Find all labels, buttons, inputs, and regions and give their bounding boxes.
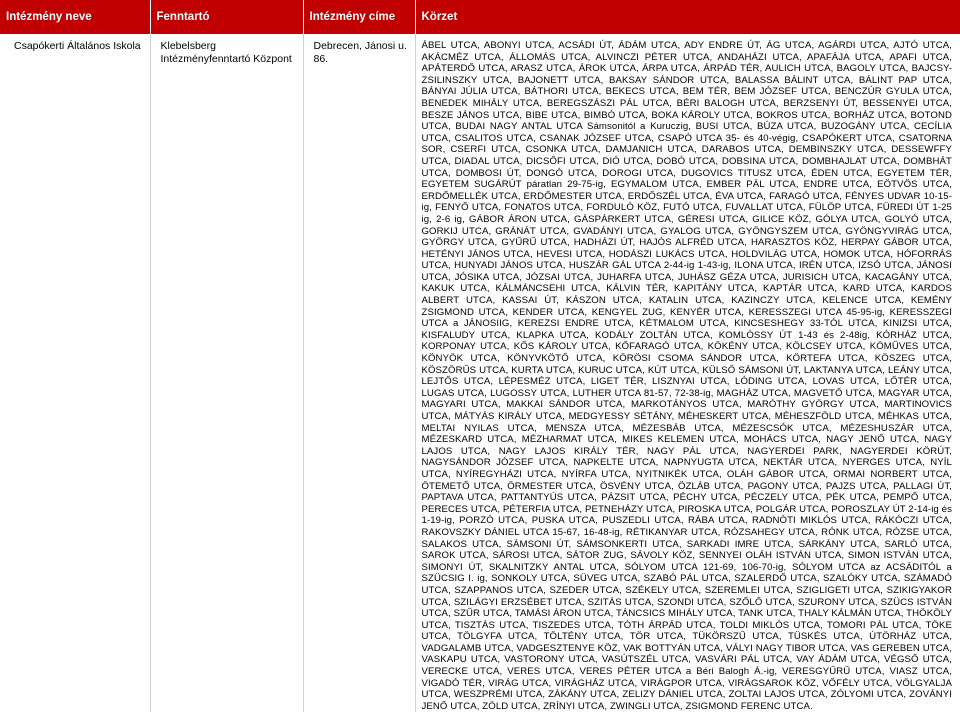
- header-maintainer: Fenntartó: [150, 0, 303, 34]
- header-institution-address: Intézmény címe: [303, 0, 415, 34]
- header-institution-name: Intézmény neve: [0, 0, 150, 34]
- cell-maintainer: Klebelsberg Intézményfenntartó Központ: [150, 34, 303, 712]
- header-district: Körzet: [415, 0, 960, 34]
- header-row: [0, 0, 960, 34]
- cell-address: Debrecen, Jánosi u. 86.: [303, 34, 415, 712]
- cell-district-streets: ÁBEL UTCA, ABONYI UTCA, ACSÁDI ÚT, ÁDÁM UTCA, ADY ENDRE ÚT, ÁG UTCA, AGÁRDI UTCA, AJTÓ UTCA, AKÁCMÉZ UTCA, ÁLLOMÁS UTCA, ALVINCZI PÉTER UTCA, ANDAHÁZI UTCA, APAFÁJA UTCA, APAFI UTCA, APÁTERDŐ UTCA, ARASZ UTCA, ÁROK UTCA, ÁRPA UTCA, ÁRPÁD TÉR, AULICH UTCA, BAGOLY UTCA, BAJCSY-ZSILINSZKY UTCA, BAJONETT UTCA, BAKSAY SÁNDOR UTCA, BALASSA BÁLINT UTCA, BÁLINT PAP UTCA, BÁNYAI JÚLIA UTCA, BÁTHORI UTCA, BEKECS UTCA, BEM TÉR, BEM JÓZSEF UTCA, BENCZÚR GYULA UTCA, BENEDEK MIHÁLY UTCA, BEREGSZÁSZI PÁL UTCA, BÉRI BALOGH UTCA, BERZSENYI ÚT, BESSENYEI UTCA, BESZE JÁNOS UTCA, BIBE UTCA, BIMBÓ UTCA, BOKA KÁROLY UTCA, BOKROS UTCA, BORHÁZ UTCA, BOTOND UTCA, BUDAI NAGY ANTAL UTCA Sámsonitól a Kuruczig, BUSI UTCA, BÚZA UTCA, BUZOGÁNY UTCA, CECÍLIA UTCA, CSALITOS UTCA, CSANAK JÓZSEF UTCA, CSAPÓ UTCA 35- és 40-végig, CSAPÓKERT UTCA, CSATORNA SOR, CSERFI UTCA, CSONKA UTCA, DAMJANICH UTCA, DARABOS UTCA, DEMBINSZKY UTCA, DESSEWFFY UTCA, DIADAL UTCA, DICSŐFI UTCA, DIÓ UTCA, DOBÓ UTCA, DOBSINA UTCA, DOMBHAJLAT UTCA, DOMBHÁT UTCA, DOMBOSI ÚT, DONGÓ UTCA, DOROGI UTCA, DUGOVICS TITUSZ UTCA, ÉDEN UTCA, EGYETEM TÉR, EGYETEM SUGÁRÚT páratlan 29-75-ig, EGYMALOM UTCA, EMBER PÁL UTCA, ENDRE UTCA, EÖTVÖS UTCA, ERDŐMELLÉK UTCA, ERDŐMESTER UTCA, ERDŐSZÉL UTCA, ÉVA UTCA, FARAGÓ UTCA, FÉNYES UDVAR 10-15-ig, FENYŐ UTCA, FONATOS UTCA, FORDULÓ KÖZ, FUTÓ UTCA, FUVALLAT UTCA, FÜLÖP UTCA, FÜREDI ÚT 1-25 ig, 2-6 ig, GÁBOR ÁRON UTCA, GÁSPÁRKERT UTCA, GÉRESI UTCA, GILICE KÖZ, GÓLYA UTCA, GOLYÓ UTCA, GORKIJ UTCA, GRÁNÁT UTCA, GVADÁNYI UTCA, GYALOG UTCA, GYÖNGYSZEM UTCA, GYÖNGYVIRÁG UTCA, GYÖRGY UTCA, GYŰRŰ UTCA, HADHÁZI ÚT, HAJÓS ALFRÉD UTCA, HARASZTOS KÖZ, HERPAY GÁBOR UTCA, HETÉNYI JÁNOS UTCA, HEVESI UTCA, HODÁSZI LUKÁCS UTCA, HOLDVILÁG UTCA, HOMOK UTCA, HÓFORRÁS UTCA, HUNYADI JÁNOS UTCA, HUSZÁR GÁL UTCA 2-44-ig 1-43-ig, ILONA UTCA, IRÉN UTCA, IZSÓ UTCA, JÁNOSI UTCA, JÓSIKA UTCA, JÓZSAI UTCA, JUHARFA UTCA, JUHÁSZ GÉZA UTCA, JURISICH UTCA, KACAGÁNY UTCA, KAKUK UTCA, KÁLMÁNCSEHI UTCA, KÁLVIN TÉR, KAPITÁNY UTCA, KAPTÁR UTCA, KARD UTCA, KARDOS ALBERT UTCA, KASSAI ÚT, KÁSZON UTCA, KATALIN UTCA, KAZINCZY UTCA, KELENCE UTCA, KEMÉNY ZSIGMOND UTCA, KENDER UTCA, KENGYEL ZUG, KENYÉR UTCA, KERESSZEGI UTCA 45-95-ig, KERESSZEGI UTCA a JÁNOSIIG, KEREZSI ENDRE UTCA, KÉTMALOM UTCA, KINCSESHEGY 33-TÓL UTCA, KINIZSI UTCA, KISFALUDY UTCA, KLAPKA UTCA, KODÁLY ZOLTÁN UTCA, KOMLÓSSY ÚT 1-43 és 2-48ig, KÓRHÁZ UTCA, KORPONAY UTCA, KŐS KÁROLY UTCA, KŐFARAGÓ UTCA, KÖKÉNY UTCA, KÖLCSEY UTCA, KÖMŰVES UTCA, KÖNYÖK UTCA, KÖNYVKÖTŐ UTCA, KÖRÖSI CSOMA SÁNDOR UTCA, KÖRTEFA UTCA, KÖSZEG UTCA, KÖSZÖRŰS UTCA, KURTA UTCA, KURUC UTCA, KÚT UTCA, KÜLSŐ SÁMSONI ÚT, LAKTANYA UTCA, LEÁNY UTCA, LEJTŐS UTCA, LÉPESMÉZ UTCA, LIGET TÉR, LISZNYAI UTCA, LÓDING UTCA, LOVAS UTCA, LŐTÉR UTCA, LUGAS UTCA, LUGOSSY UTCA, LUTHER UTCA 81-57, 72-38-ig, MAGHÁZ UTCA, MAGVETŐ UTCA, MAGYAR UTCA, MAGYARI UTCA, MAKKAI SÁNDOR UTCA, MARKOTÁNYOS UTCA, MARÓTHY GYÖRGY UTCA, MARTINOVICS UTCA, MÁTYÁS KIRÁLY UTCA, MEDGYESSY SÉTÁNY, MÉHESKERT UTCA, MÉHESZFÖLD UTCA, MÉHKAS UTCA, MELTAI NYILAS UTCA, MENSZA UTCA, MÉZESBÁB UTCA, MÉZESCSÓK UTCA, MÉZESHUSZÁR UTCA, MÉZESKARD UTCA, MÉZHARMAT UTCA, MIKES KELEMEN UTCA, MOHÁCS UTCA, NAGY JENŐ UTCA, NAGY LAJOS UTCA, NAGY LAJOS KIRÁLY TÉR, NAGY PÁL UTCA, NAGYERDEI PARK, NAGYERDEI KÖRÚT, NAGYSÁNDOR JÓZSEF UTCA, NAPKELTE UTCA, NAPNYUGTA UTCA, NEKTÁR UTCA, NYERGES UTCA, NYÍL UTCA, NYÍREGYHÁZI UTCA, NYÍRFA UTCA, NYITNIKÉK UTCA, OLÁH GÁBOR UTCA, ORMAI NORBERT UTCA, ÖTEMETŐ UTCA, ÖRMESTER UTCA, ÖSVÉNY UTCA, ÖZLÁB UTCA, PAGONY UTCA, PAJZS UTCA, PALLAGI ÚT, PAPTAVA UTCA, PATTANTYÚS UTCA, PÁZSIT UTCA, PÉCHY UTCA, PÉCZELY UTCA, PÉK UTCA, PEMPŐ UTCA, PERECES UTCA, PÉTERFIA UTCA, PETNEHÁZY UTCA, PIROSKA UTCA, POLGÁR UTCA, POROSZLAY ÚT 2-14-ig és 1-19-ig, PORZÓ UTCA, PUSKA UTCA, PUSZEDLI UTCA, RÁBA UTCA, RADNÓTI MIKLÓS UTCA, RÁKÓCZI UTCA, RAKOVSZKY DÁNIEL UTCA 15-67, 16-48-ig, RÉTIKANYAR UTCA, RÓZSAHEGY UTCA, RÓNK UTCA, RÓZSE UTCA, SALAKOS UTCA, SÁMSONI ÚT, SÁMSONKERTI UTCA, SARKADI IMRE UTCA, SÁRKÁNY UTCA, SARLÓ UTCA, SAROK UTCA, SÁROSI UTCA, SÁTOR ZUG, SÁVOLY KÖZ, SENNYEI OLÁH ISTVÁN UTCA, SIMON ISTVÁN UTCA, SIMONYI ÚT, SKALNITZKY ANTAL UTCA, SÓLYOM UTCA 121-69, 106-70-ig, SÓLYOM UTCA az ACSÁDITÓL a SZÜCSIG I. ig, SONKOLY UTCA, SÜVEG UTCA, SZABÓ PÁL UTCA, SZALERDŐ UTCA, SZALÓKY UTCA, SZÁMADÓ UTCA, SZAPPANOS UTCA, SZEDER UTCA, SZÉKELY UTCA, SZEREMLEI UTCA, SZIGLIGETI UTCA, SZIKIGYAKOR UTCA, SZILÁGYI ERZSÉBET UTCA, SZITÁS UTCA, SZONDI UTCA, SZŐLŐ UTCA, SZURONY UTCA, SZÜCS ISTVÁN UTCA, SZŰR UTCA, TAMÁSI ÁRON UTCA, TÁNCSICS MIHÁLY UTCA, TANK UTCA, THALY KÁLMÁN UTCA, THÖKÖLY UTCA, TISZTÁS UTCA, TISZEDES UTCA, TÓTH ÁRPÁD UTCA, TOLDI MIKLÓS UTCA, TOMORI PÁL UTCA, TÖKE UTCA, TÖLGYFA UTCA, TÖLTÉNY UTCA, TÖR UTCA, TÜKÖRSZŰ UTCA, TÜSKÉS UTCA, ÚTÖRHÁZ UTCA, VADGALAMB UTCA, VADGESZTENYE KÖZ, VAK BOTTYÁN UTCA, VÁLYI NAGY TIBOR UTCA, VAS GEREBEN UTCA, VASKAPU UTCA, VASTORONY UTCA, VASÚTSZÉL UTCA, VASVÁRI PÁL UTCA, VAY ÁDÁM UTCA, VÉGSŐ UTCA, VERECKE UTCA, VERES UTCA, VERES PÉTER UTCA a Béri Balogh Á.-ig, VERESGYŰRŰ UTCA, VIASZ UTCA, VIGADÓ TÉR, VIRÁG UTCA, VIRÁGHÁZ UTCA, VIRÁGPOR UTCA, VIRÁGSAROK KÖZ, VŐFÉLY UTCA, VÖLGYALJA UTCA, WESZPRÉMI UTCA, ZÁKÁNY UTCA, ZELIZY DÁNIEL UTCA, ZOLTAI LAJOS UTCA, ZÓLYOMI UTCA, ZOVÁNYI JENŐ UTCA, ZÖLD UTCA, ZRÍNYI UTCA, ZWINGLI UTCA, ZSIGMOND FERENC UTCA.: [421, 40, 952, 712]
- cell-school-name: Csapókerti Általános Iskola: [0, 34, 150, 712]
- table-row: [0, 34, 960, 712]
